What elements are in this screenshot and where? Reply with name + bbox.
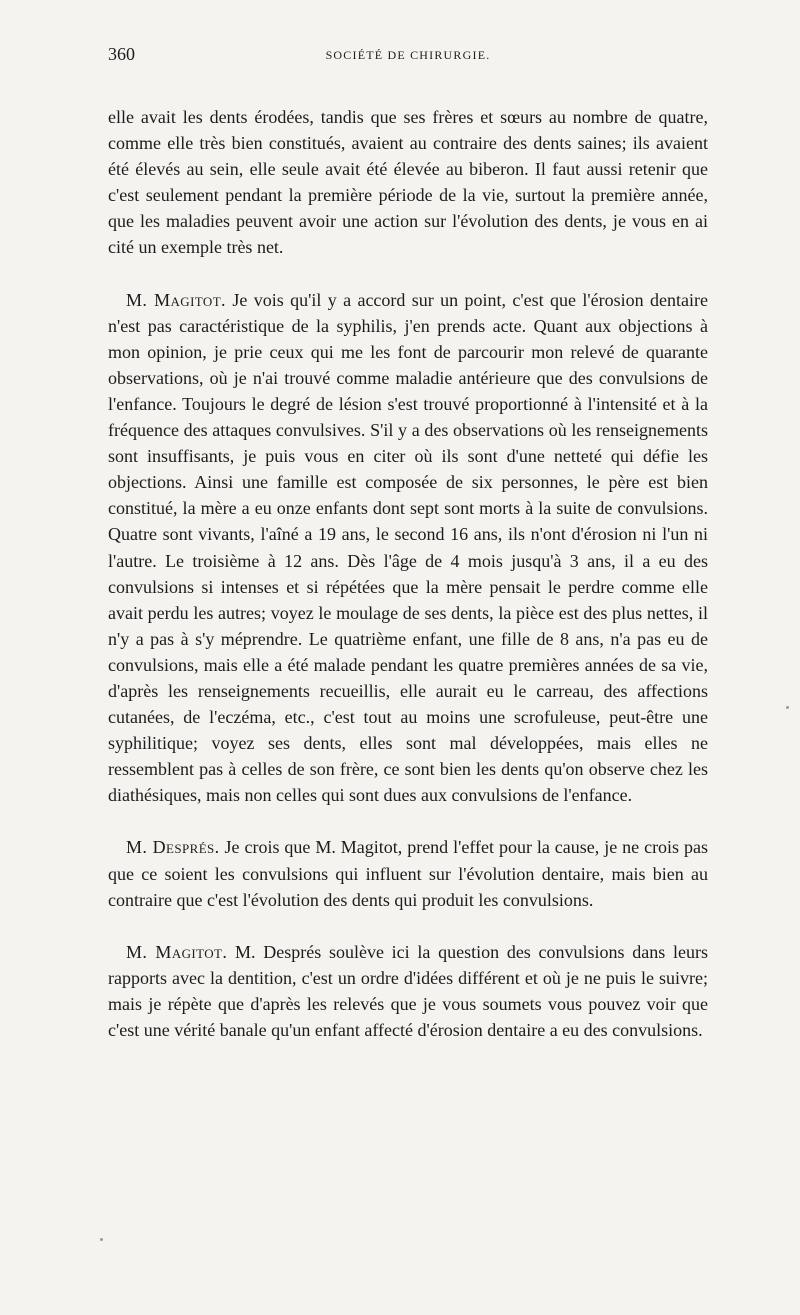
paper-speck: [100, 1238, 103, 1241]
paragraph-magitot-1: [108, 287, 708, 809]
paragraph-continuation: [108, 104, 708, 261]
paragraph-text: Je crois que M. Magitot, prend l'effet pour la cause, je ne crois pas que ce soient les convulsions qui influent sur l'évolution dentaire, mais bien au contraire que c'est l'évolution des dents qui produit les convulsions.: [108, 837, 708, 910]
body-text: [108, 104, 708, 1043]
speaker-name: M. Magitot.: [126, 289, 226, 310]
paragraph-text: elle avait les dents érodées, tandis que ses frères et sœurs au nombre de quatre, comme elle très bien constitués, avaient au contraire des dents saines; ils avaient été élevés au sein, elle seule avait été élevée au biberon. Il faut aussi retenir que c'est seulement pendant la première période de la vie, surtout la première année, que les maladies peuvent avoir une action sur l'évolution des dents, je vous en ai cité un exemple très net.: [108, 107, 708, 258]
paragraph-despres: [108, 834, 708, 912]
paragraph-text: M. Després soulève ici la question des convulsions dans leurs rapports avec la dentition, c'est un ordre d'idées différent et où je ne puis le suivre; mais je répète que d'après les relevés que je vous soumets vous pouvez voir que c'est une vérité banale qu'un enfant affecté d'érosion dentaire a eu des convulsions.: [108, 941, 708, 1040]
paragraph-text: Je vois qu'il y a accord sur un point, c'est que l'érosion dentaire n'est pas caractéristique de la syphilis, j'en prends acte. Quant aux objections à mon opinion, je prie ceux qui me les font de parcourir mon relevé de quarante observations, où je n'ai trouvé comme maladie antérieure que des convulsions de l'enfance. Toujours le degré de lésion s'est trouvé proportionné à l'intensité et à la fréquence des attaques convulsives. S'il y a des observations où les renseignements sont insuffisants, je puis vous en citer où ils sont d'une netteté qui défie les objections. Ainsi une famille est composée de six personnes, le père est bien constitué, la mère a eu onze enfants dont sept sont morts à la suite de convulsions. Quatre sont vivants, l'aîné a 19 ans, le second 16 ans, ils n'ont d'érosion ni l'un ni l'autre. Le troisième à 12 ans. Dès l'âge de 4 mois jusqu'à 3 ans, il a eu des convulsions si intenses et si répétées que la mère pensait le perdre comme elle avait perdu les autres; voyez le moulage de ses dents, la pièce est des plus nettes, il n'y a pas à s'y méprendre. Le quatrième enfant, une fille de 8 ans, n'a pas eu de convulsions, mais elle a été malade pendant les quatre premières années de sa vie, d'après les renseignements recueillis, elle aurait eu le carreau, des affections cutanées, de l'eczéma, etc., c'est tout au moins une scrofuleuse, peut-être une syphilitique; voyez ses dents, elles sont mal développées, mais elles ne ressemblent pas à celles de son frère, ce sont bien les dents qu'on observe chez les diathésiques, mais non celles qui sont dues aux convulsions de l'enfance.: [108, 289, 708, 806]
speaker-name: M. Després.: [126, 837, 220, 858]
running-head: SOCIÉTÉ DE CHIRURGIE.: [325, 48, 491, 62]
paragraph-magitot-2: [108, 939, 708, 1043]
page-header: [108, 40, 708, 68]
paper-speck: [786, 706, 789, 709]
document-page: [108, 40, 708, 1069]
page-number: 360: [108, 44, 135, 64]
speaker-name: M. Magitot.: [126, 941, 228, 962]
